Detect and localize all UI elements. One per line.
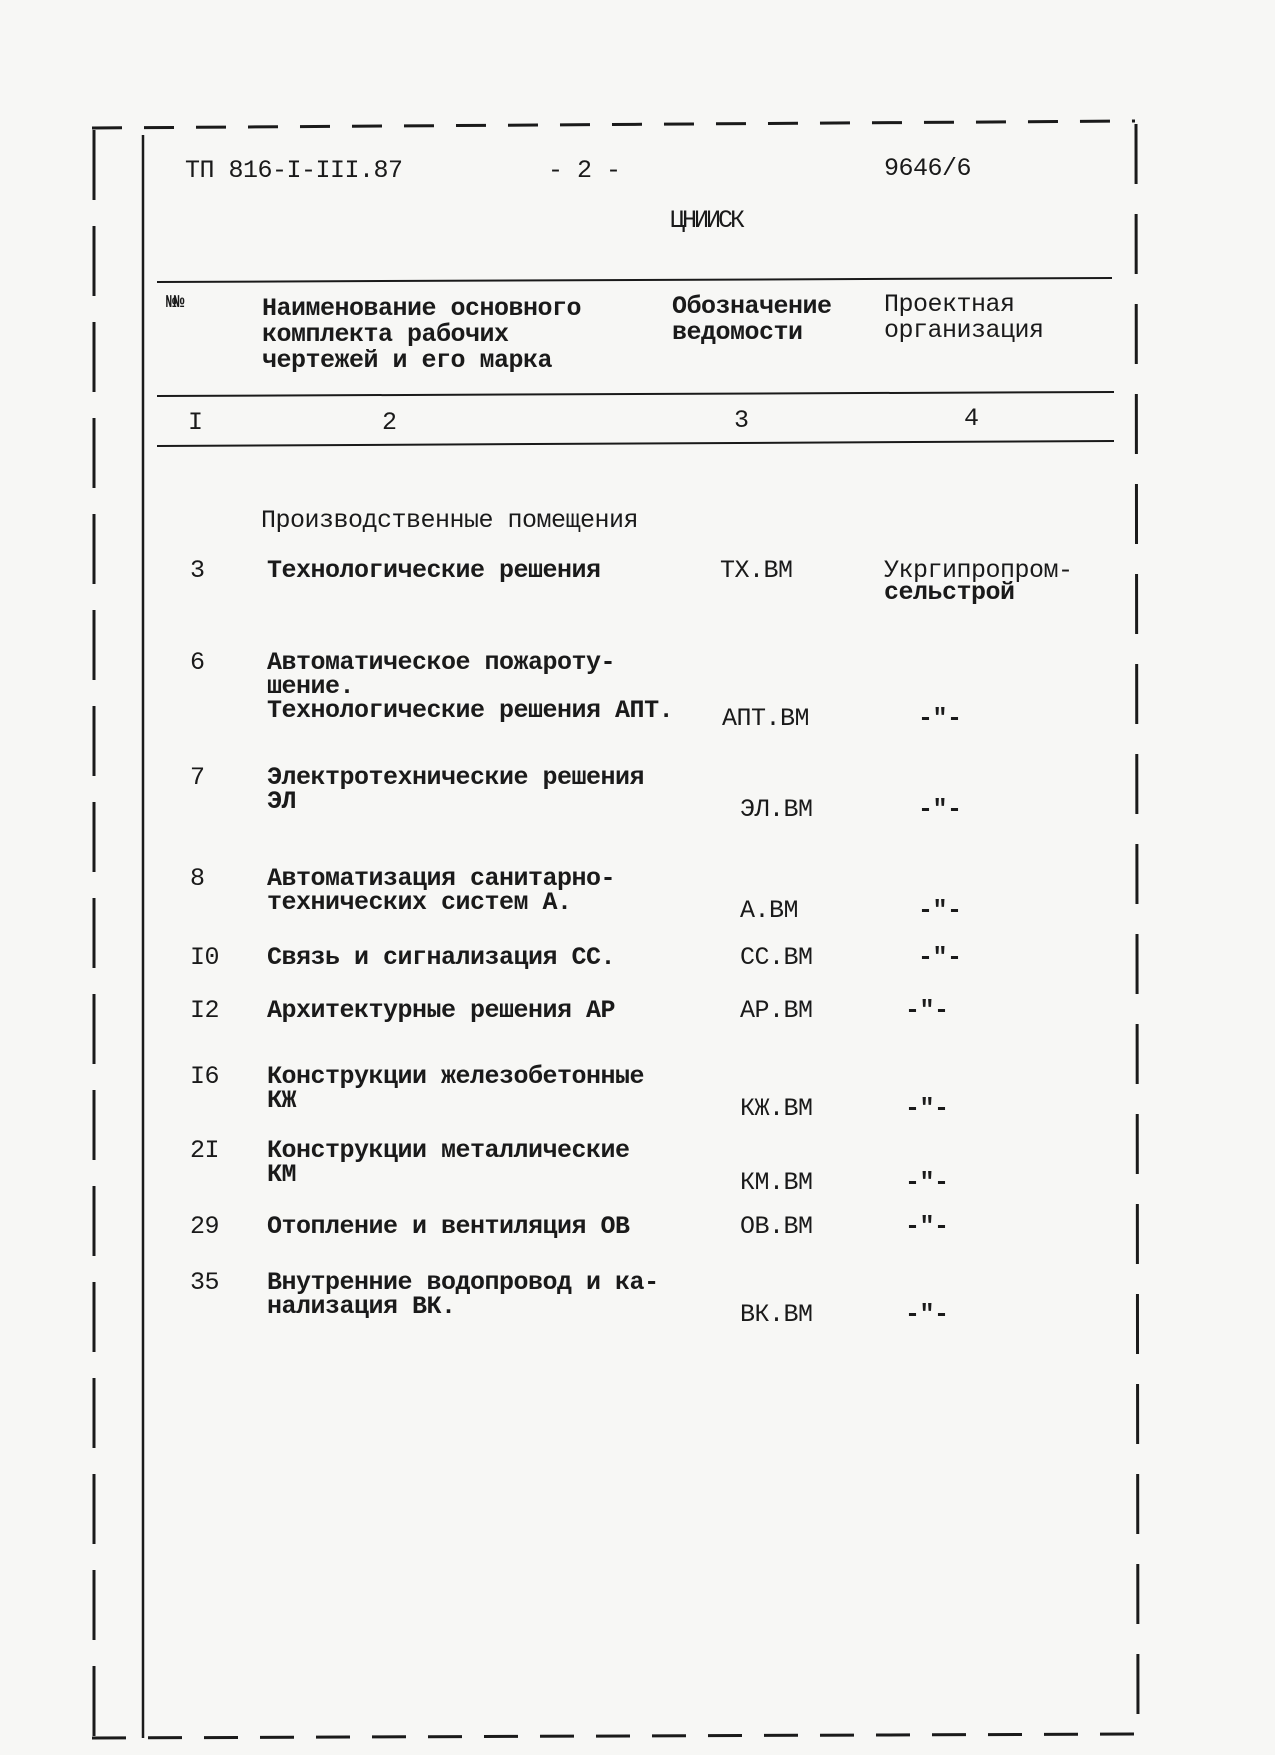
col4-header — [884, 292, 1044, 344]
row-name-line: Технологические решения — [267, 556, 601, 585]
row-name-line: Отопление и вентиляция ОВ — [267, 1212, 630, 1241]
col-number-1: I — [188, 408, 203, 437]
row-organization: -"- — [905, 1094, 949, 1123]
row-name-line: технических систем А. — [267, 888, 572, 917]
col4-header-line: организация — [884, 316, 1044, 345]
row-number: I6 — [190, 1062, 220, 1091]
row-organization: Укргипропром- — [884, 556, 1073, 585]
row-code: АР.ВМ — [740, 996, 813, 1025]
col2-header — [262, 296, 581, 374]
row-organization: -"- — [905, 1212, 949, 1241]
row-organization: -"- — [905, 1168, 949, 1197]
row-name-line: ЭЛ — [267, 787, 297, 816]
col1-header: №№ — [166, 293, 182, 313]
row-code: ТХ.ВМ — [720, 556, 793, 585]
row-organization: -"- — [905, 1300, 949, 1329]
row-code: КЖ.ВМ — [740, 1094, 813, 1123]
col3-header-line: ведомости — [672, 318, 803, 347]
row-number: 6 — [190, 648, 205, 677]
row-organization: -"- — [918, 943, 962, 972]
col4-header-line: Проектная — [884, 290, 1015, 319]
row-code: ВК.ВМ — [740, 1300, 813, 1329]
row-number: 35 — [190, 1268, 220, 1297]
row-number: I2 — [190, 996, 220, 1025]
row-name-line: Архитектурные решения АР — [267, 996, 616, 1025]
col-number-4: 4 — [964, 404, 979, 433]
row-name-line: нализация ВК. — [267, 1292, 456, 1321]
row-code: СС.ВМ — [740, 943, 813, 972]
col3-header-line: Обозначение — [672, 292, 832, 321]
col2-header-line: Наименование основного — [262, 294, 582, 323]
row-number: 8 — [190, 864, 205, 893]
row-code: ОВ.ВМ — [740, 1212, 813, 1241]
col-number-3: 3 — [734, 406, 749, 435]
row-organization: -"- — [918, 896, 962, 925]
row-name-line: Внутренние водопровод и ка- — [267, 1268, 659, 1297]
row-name-line: Автоматическое пожароту- — [267, 648, 616, 677]
row-organization: -"- — [905, 996, 949, 1025]
row-code: ЭЛ.ВМ — [740, 795, 813, 824]
row-name-line: Технологические решения АПТ. — [267, 696, 674, 725]
header-bottom-rule — [157, 392, 1114, 396]
col2-header-line: чертежей и его марка — [262, 346, 553, 375]
col-numbers-rule — [157, 441, 1114, 446]
row-name-line: КЖ — [267, 1086, 297, 1115]
row-name-line: Конструкции железобетонные — [267, 1062, 645, 1091]
row-organization: -"- — [918, 795, 962, 824]
row-number: I0 — [190, 943, 220, 972]
col-number-2: 2 — [382, 408, 397, 437]
table-top-rule — [157, 278, 1112, 282]
row-code: КМ.ВМ — [740, 1168, 813, 1197]
top-dashed-border — [92, 121, 1135, 128]
row-code: А.ВМ — [740, 896, 799, 925]
row-name-line: шение. — [267, 672, 355, 701]
row-number: 3 — [190, 556, 205, 585]
row-organization: сельстрой — [884, 578, 1015, 607]
row-number: 7 — [190, 763, 205, 792]
row-number: 2I — [190, 1136, 220, 1165]
col3-header — [672, 294, 832, 346]
row-name-line: Электротехнические решения — [267, 763, 645, 792]
row-organization: -"- — [918, 704, 962, 733]
col2-header-line: комплекта рабочих — [262, 320, 509, 349]
row-name-line: Связь и сигнализация СС. — [267, 943, 616, 972]
page-number: - 2 - — [548, 156, 621, 185]
row-code: АПТ.ВМ — [722, 704, 810, 733]
section-title: Производственные помещения — [261, 506, 639, 535]
row-number: 29 — [190, 1212, 220, 1241]
row-name-line: Автоматизация санитарно- — [267, 864, 616, 893]
bottom-dashed-border — [92, 1734, 1138, 1738]
right-dashed-border — [1136, 124, 1138, 1735]
row-name-line: КМ — [267, 1160, 297, 1189]
row-name-line: Конструкции металлические — [267, 1136, 630, 1165]
organization-name: ЦНИИСК — [670, 206, 743, 235]
doc-number: 9646/6 — [884, 154, 972, 183]
doc-code: ТП 816-I-III.87 — [185, 156, 403, 185]
